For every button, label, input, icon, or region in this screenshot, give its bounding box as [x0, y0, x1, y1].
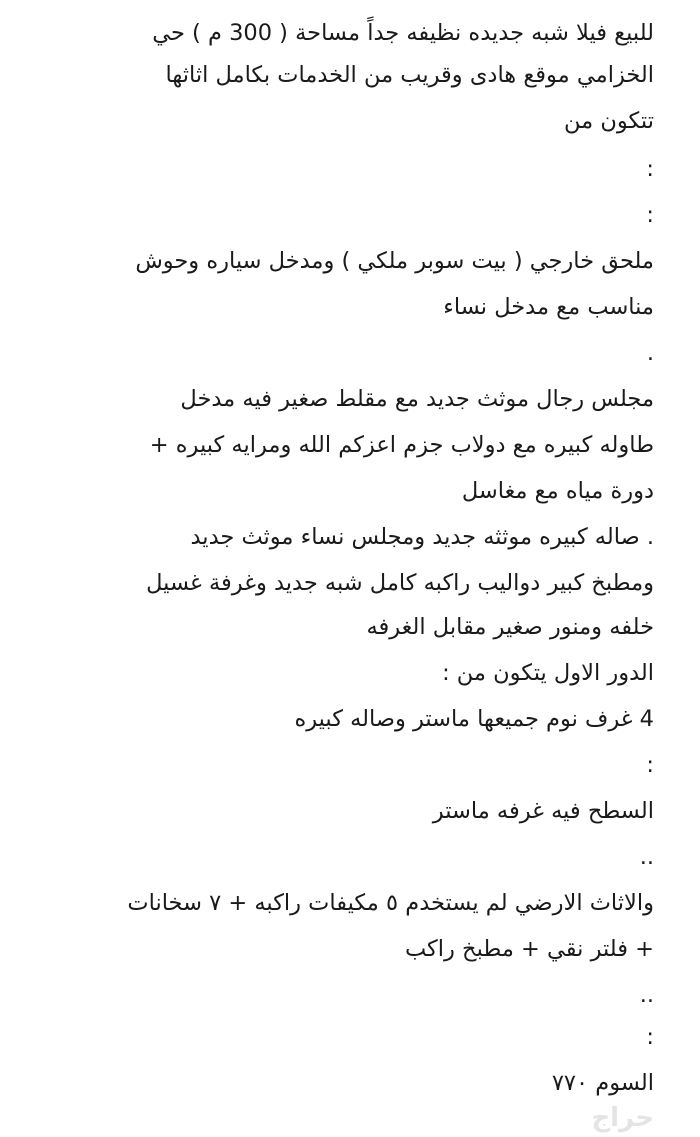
- ad-line: ..: [639, 982, 654, 1008]
- ad-line: :: [646, 202, 654, 228]
- ad-line: :: [646, 752, 654, 778]
- ad-line: + فلتر نقي + مطبخ راكب: [404, 936, 654, 962]
- ad-line: مناسب مع مدخل نساء: [443, 294, 654, 320]
- ad-line: للبيع فيلا شبه جديده نظيفه جداً مساحة ( 300 م ) حي: [152, 20, 654, 46]
- haraj-watermark: حراج: [591, 1103, 654, 1133]
- ad-line: دورة مياه مع مغاسل: [461, 478, 654, 504]
- ad-line: والاثاث الارضي لم يستخدم ٥ مكيفات راكبه + ٧ سخانات: [127, 890, 654, 916]
- ad-line: ملحق خارجي ( بيت سوبر ملكي ) ومدخل سياره وحوش: [135, 248, 654, 274]
- ad-line: الخزامي موقع هادى وقريب من الخدمات بكامل اثاثها: [165, 62, 654, 88]
- ad-line: ..: [639, 844, 654, 870]
- ad-line: .: [646, 340, 654, 366]
- ad-line: ومطبخ كبير دواليب راكبه كامل شبه جديد وغرفة غسيل: [146, 570, 654, 596]
- ad-line: السوم ٧٧٠: [551, 1070, 654, 1096]
- ad-line: . صاله كبيره موثثه جديد ومجلس نساء موثث جديد: [190, 524, 654, 550]
- ad-line: طاوله كبيره مع دولاب جزم اعزكم الله ومرايه كبيره +: [149, 432, 654, 458]
- ad-line: الدور الاول يتكون من :: [442, 660, 654, 686]
- ad-line: مجلس رجال موثث جديد مع مقلط صغير فيه مدخل: [180, 386, 654, 412]
- ad-line: تتكون من: [564, 108, 654, 134]
- ad-line: :: [646, 156, 654, 182]
- ad-line: السطح فيه غرفه ماستر: [432, 798, 654, 824]
- ad-line: :: [646, 1024, 654, 1050]
- ad-line: 4 غرف نوم جميعها ماستر وصاله كبيره: [294, 706, 654, 732]
- ad-line: خلفه ومنور صغير مقابل الغرفه: [366, 614, 654, 640]
